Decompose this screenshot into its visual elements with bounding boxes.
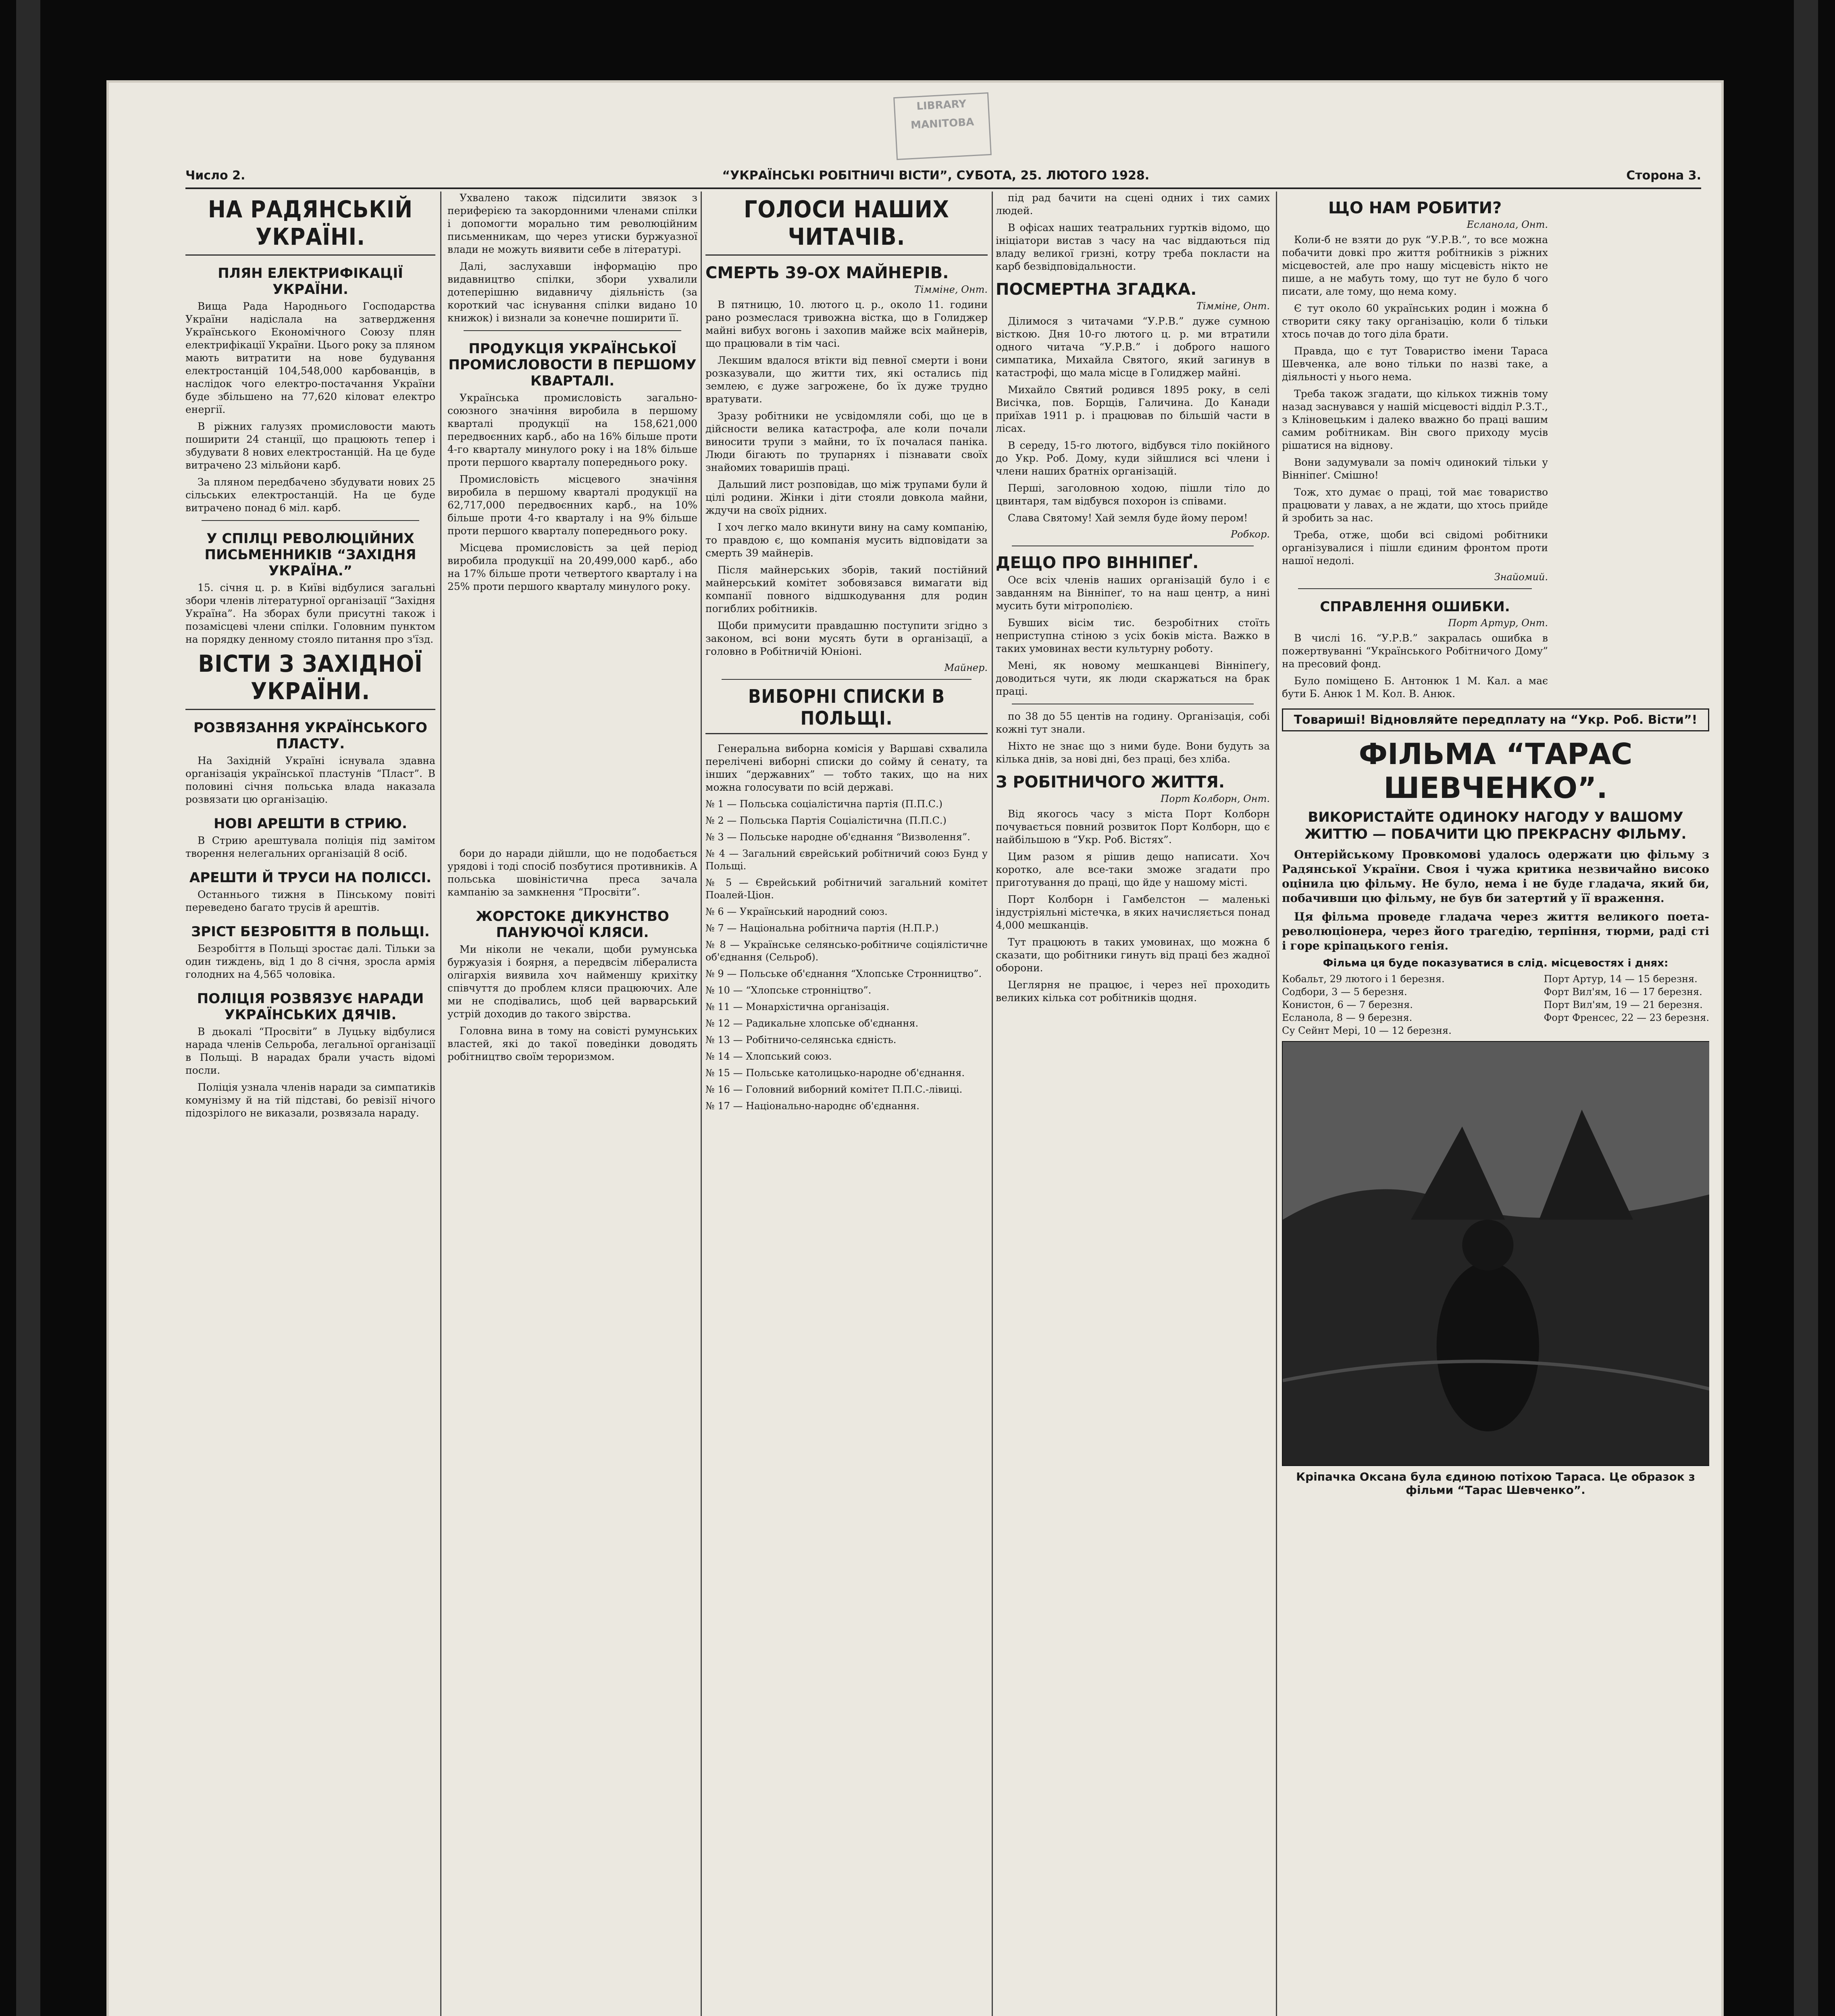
article-paragraph: Коли-б не взяти до рук “У.Р.В.”, то все можна побачити довкі про життя робітників з ріжних місцевостей, але про нашу місцевість нікто не пише, а не мабуть тому, що тут не було б чого писати, але тому, що нема кому.: [1282, 234, 1548, 297]
show-schedule-left: [1282, 973, 1452, 1037]
article-paragraph: В Стрию арештувала поліція під замітом творення нелегальних організацій 8 осіб.: [185, 835, 435, 859]
newspaper-page: [109, 83, 1721, 2016]
ballot-list-item: № 9 — Польське об'єднання “Хлопське Стронництво”.: [705, 968, 982, 979]
divider: [464, 330, 681, 331]
column-rule: [440, 192, 441, 2016]
film-edge-right: [1794, 0, 1818, 2016]
article-paragraph: Мені, як новому мешканцеві Вінніпеґу, доводиться чути, як люди скаржаться на брак праці.: [996, 660, 1270, 697]
article-paragraph: під рад бачити на сцені одних і тих самих людей.: [996, 192, 1270, 217]
article-title: НОВІ АРЕШТИ В СТРИЮ.: [214, 816, 407, 832]
article-paragraph: Тут працюють в таких умовинах, що можна б сказати, що робітники гинуть від праці без жадної оборони.: [996, 936, 1270, 974]
article-paragraph: Вища Рада Народнього Господарства України надіслала на затвердження Українського Економічного Союзу плян електрифікації України. Цього року за пляном мають витратити на нове будування електростанцій 104,548,000 карбованців, в наслідок чого електро-постачання України буде збільшено на 77,620 кіловат електро енергії.: [185, 300, 435, 415]
section-heading-soviet-ukraine: НА РАДЯНСЬКІЙ УКРАЇНІ.: [185, 196, 435, 256]
article-title: ЖОРСТОКЕ ДИКУНСТВО ПАНУЮЧОЇ КЛЯСИ.: [476, 908, 669, 941]
article-paragraph: Українська промисловість загально-союзного значіння виробила в першому кварталі продукції на 158,621,000 передвоєнних карб., або на 16% більше проти 4-го кварталу минулого року і на 18% більше проти першого кварталу попереднього року.: [447, 392, 697, 468]
article-paragraph: Щоби примусити правдашню поступити згідно з законом, всі вони мусять бути в організації, а головно в Робітничій Юніоні.: [705, 620, 988, 657]
article-paragraph: Михайло Святий родився 1895 року, в селі Висічка, пов. Борщів, Галичина. До Канади приїхав 1911 р. і працював по більшій части в лісах.: [996, 384, 1270, 434]
ballot-list-item: № 15 — Польське католицько-народне об'єднання.: [705, 1067, 965, 1079]
column-1: [185, 192, 435, 2016]
divider: [722, 679, 972, 680]
article-title: ВИБОРНІ СПИСКИ В ПОЛЬЩІ.: [705, 685, 988, 734]
article-title: ПОЛІЦІЯ РОЗВЯЗУЄ НАРАДИ УКРАЇНСЬКИХ ДЯЧІВ.: [197, 991, 424, 1023]
byline: Порт Артур, Онт.: [1448, 617, 1548, 629]
ballot-list-item: № 3 — Польське народне об'єднання “Визволення”.: [705, 831, 970, 843]
article-paragraph: Цим разом я рішив дещо написати. Хоч коротко, але все-таки зможе згадати про приготування до праці, що йде у нашому місті.: [996, 851, 1270, 888]
article-paragraph: Головна вина в тому на совісті румунських властей, які до такої поведінки доводять робітництво своїм тероризмом.: [447, 1025, 697, 1062]
article-paragraph: Далі, заслухавши інформацію про видавництво спілки, збори ухвалили дотеперішню видавничу діяльність (за короткий час існування спілки видано 10 книжок) і визнали за конечне поширити її.: [447, 260, 697, 324]
issue-number: Число 2.: [185, 168, 245, 183]
stamp-line-2: MANITOBA: [910, 116, 974, 132]
article-paragraph: В ріжних галузях промисловости мають поширити 24 станції, що працюють тепер і збудувати 8 нових електростанцій. На це буде витрачено 23 мільйони карб.: [185, 421, 435, 471]
column-rule: [701, 192, 702, 2016]
article-title: ДЕЩО ПРО ВІННІПЕҐ.: [996, 554, 1199, 572]
article-title: ЗРІСТ БЕЗРОБІТТЯ В ПОЛЬЩІ.: [191, 924, 430, 940]
film-ad-paragraph: Ця фільма проведе гладача через життя великого поета-революціонера, через його трагедію, терпіння, тюрми, раді сті і горе кріпацького генія.: [1282, 910, 1709, 952]
masthead: [185, 163, 1701, 189]
ballot-list-item: № 1 — Польська соціалістична партія (П.П.С.): [705, 798, 942, 810]
article-paragraph: Генеральна виборна комісія у Варшаві схвалила перелічені виборні списки до сойму й сенату, та інших “державних” — тобто таких, що на них можна голосувати по всій державі.: [705, 743, 988, 793]
column-rule: [992, 192, 993, 2016]
article-paragraph: Промисловість місцевого значіння виробила в першому кварталі продукції на 62,717,000 передвоєнних карб., на 10% більше проти 4-го кварталу і на 9% більше проти першого кварталу попереднього року.: [447, 473, 697, 537]
column-rule: [1276, 192, 1277, 2016]
article-paragraph: На Західній Україні існувала здавна організація української пластунів “Пласт”. В половині січня польська влада наказала розвязати цю організацію.: [185, 755, 435, 805]
article-title: РОЗВЯЗАННЯ УКРАЇНСЬКОГО ПЛАСТУ.: [193, 720, 427, 752]
shows-heading: Фільма ця буде показуватися в слід. місцевостях і днях:: [1323, 957, 1669, 969]
article-paragraph: Є тут около 60 українських родин і можна б створити сяку таку організацію, коли б тільки хтось почав до того діла брати.: [1282, 302, 1548, 340]
article-paragraph: І хоч легко мало вкинути вину на саму компанію, то правдою є, що компанія мусить відповідати за смерть 39 майнерів.: [705, 521, 988, 559]
article-paragraph: Лекшим вдалося втікти від певної смерти і вони розказували, що житти тих, які остались під землею, є дуже загрожене, бо їх дуже трудно вратувати.: [705, 354, 988, 405]
article-paragraph: Дальший лист розповідав, що між трупами були й цілі родини. Жінки і діти стояли довкола майни, ждучи на своїх рідних.: [705, 479, 988, 516]
article-title: У СПІЛЦІ РЕВОЛЮЦІЙНИХ ПИСЬМЕННИКІВ “ЗАХІДНЯ УКРАЇНА.”: [204, 531, 416, 579]
section-heading-western-ukraine: ВІСТИ З ЗАХІДНОЇ УКРАЇНИ.: [185, 650, 435, 710]
article-paragraph: Ділимося з читачами “У.Р.В.” дуже сумною вісткою. Дня 10-го лютого ц. р. ми втратили одного читача “У.Р.В.” і доброго нашого симпатика, Михайла Святого, який загинув в катастрофі, що мала місце в Голиджер майні.: [996, 315, 1270, 379]
show-date-entry: Порт Вил'ям, 19 — 21 березня.: [1544, 999, 1703, 1010]
show-date-entry: Порт Артур, 14 — 15 березня.: [1544, 973, 1698, 985]
right-text-block: [1282, 199, 1548, 700]
ballot-list-item: № 13 — Робітничо-селянська єдність.: [705, 1034, 897, 1045]
article-paragraph: Безробіття в Польщі зростає далі. Тільки за один тиждень, від 1 до 8 січня, зросла армія голодних на 4,565 чоловіка.: [185, 943, 435, 980]
article-paragraph: Треба, отже, щоби всі свідомі робітники організувалися і пішли єдиним фронтом проти нашої недолі.: [1282, 529, 1548, 566]
ballot-list-item: № 14 — Хлопський союз.: [705, 1051, 832, 1062]
film-still-photo: [1282, 1041, 1709, 1466]
library-stamp: [893, 92, 992, 160]
photo-caption: Кріпачка Оксана була єдиною потіхою Тараса. Це образок з фільми “Тарас Шевченко”.: [1296, 1470, 1695, 1497]
article-paragraph: Ніхто не знає що з ними буде. Вони будуть за кілька днів, за нові дні, без праці, без хліба.: [996, 740, 1270, 765]
ballot-list-item: № 8 — Українське селянсько-робітниче соціялістичне об'єднання (Сельроб).: [705, 939, 988, 963]
article-title: ПРОДУКЦІЯ УКРАЇНСЬКОЇ ПРОМИСЛОВОСТИ В ПЕРШОМУ КВАРТАЛІ.: [448, 341, 697, 389]
article-paragraph: В дьокалі “Просвіти” в Луцьку відбулися нарада членів Сельроба, легальної організації в Польщі. В нарадах брали участь відомі посли.: [185, 1026, 435, 1076]
page-number: Сторона 3.: [1626, 168, 1701, 183]
signoff: Майнер.: [944, 662, 988, 673]
article-paragraph: Зразу робітники не усвідомляли собі, що це в дійсности велика катастрофа, але коли почали виносити трупи з майни, то їх почалася паніка. Люди бігають по трупарнях і пізнавати своїх знайомих товаришів праці.: [705, 410, 988, 473]
divider: [1298, 588, 1532, 589]
article-paragraph: Вони задумували за поміч одинокий тільки у Вінніпеґ. Смішно!: [1282, 456, 1548, 481]
column-2: [447, 192, 697, 2016]
signoff: Робкор.: [1230, 529, 1270, 540]
byline: Порт Колборн, Онт.: [1161, 793, 1270, 804]
article-title: ПОСМЕРТНА ЗГАДКА.: [996, 280, 1197, 299]
ballot-list-item: № 5 — Єврейський робітничий загальний комітет Поалей-Ціон.: [705, 877, 988, 901]
article-paragraph: В числі 16. “У.Р.В.” закралась ошибка в пожертвуванні “Українського Робітничого Дому” на пресовий фонд.: [1282, 632, 1548, 670]
subscription-banner: Товариші! Відновляйте передплату на “Укр. Роб. Вісти”!: [1282, 708, 1709, 731]
show-date-entry: Кобальт, 29 лютого і 1 березня.: [1282, 973, 1445, 985]
section-heading-readers-voices: ГОЛОСИ НАШИХ ЧИТАЧІВ.: [705, 196, 988, 256]
ballot-list-item: № 10 — “Хлопське стронніцтво”.: [705, 985, 872, 996]
show-schedule-right: [1544, 973, 1709, 1037]
article-paragraph: Після майнерських зборів, такий постійний майнерський комітет зобовязався вимагати від компанії повного відшкодування для родин погиблих робітників.: [705, 564, 988, 614]
column-5: [1282, 192, 1709, 2016]
article-paragraph: Порт Колборн і Гамбелстон — маленькі індустріяльні містечка, в яких начисляється понад 4,000 мешканців.: [996, 893, 1270, 931]
show-date-entry: Конистон, 6 — 7 березня.: [1282, 999, 1413, 1010]
film-ad-subtitle: ВИКОРИСТАЙТЕ ОДИНОКУ НАГОДУ У ВАШОМУ ЖИТТЮ — ПОБАЧИТИ ЦЮ ПРЕКРАСНУ ФІЛЬМУ.: [1304, 809, 1687, 842]
article-paragraph: Місцева промисловість за цей період виробила продукції на 20,499,000 карб., або на 17% більше проти четвертого кварталу і на 25% проти першого кварталу минулого року.: [447, 542, 697, 592]
article-paragraph: Бувших вісім тис. безробітних стоїть неприступна стіною з усіх боків міста. Важко в таких умовинах вести культурну роботу.: [996, 617, 1270, 654]
spacer: [447, 597, 697, 847]
show-schedule: [1282, 973, 1709, 1037]
article-paragraph: Тож, хто думає о праці, той має товариство працювати у лавах, а не ждати, що хтось прийде й зробить за нас.: [1282, 486, 1548, 524]
show-date-entry: Содбори, 3 — 5 березня.: [1282, 986, 1407, 998]
article-paragraph: Останнього тижня в Пінському повіті переведено багато трусів й арештів.: [185, 889, 435, 913]
ballot-list-item: № 16 — Головний виборний комітет П.П.С.-лівиці.: [705, 1084, 963, 1095]
byline: Есланола, Онт.: [1467, 219, 1548, 230]
ballot-list-item: № 12 — Радикальне хлопське об'єднання.: [705, 1018, 919, 1029]
article-paragraph: Від якогось часу з міста Порт Колборн почувається повний розвиток Порт Колборн, що є найбільшою в “Укр. Роб. Вістях”.: [996, 808, 1270, 846]
ballot-list-item: № 4 — Загальний єврейський робітничий союз Бунд у Польщі.: [705, 848, 988, 872]
article-paragraph: Ухвалено також підсилити звязок з периферією та закордонними членами спілки і допомогти морально тим революційним письменникам, що через утиски буржуазної влади не можуть виявити себе в літературі.: [447, 192, 697, 255]
show-date-entry: Форт Френсес, 22 — 23 березня.: [1544, 1012, 1709, 1023]
ballot-list-item: № 6 — Український народний союз.: [705, 906, 888, 917]
stamp-line-1: LIBRARY: [916, 98, 967, 113]
article-paragraph: Цеглярня не працює, і через неї проходить великих кілька сот робітників щодня.: [996, 979, 1270, 1004]
ballot-list-item: № 7 — Національна робітнича партія (Н.П.Р.): [705, 923, 939, 934]
film-ad-paragraph: Онтерійському Провкомові удалось одержати цю фільму з Радянської України. Своя і чужа критика незвичайно високо оцінила цю фільму. Не було, нема і не буде гладача, який би, побачивши цю фільму, не був би затертий у її враження.: [1282, 848, 1709, 905]
article-paragraph: Ми ніколи не чекали, щоби румунська буржуазія і боярня, а передвсім лібералиста олігархія виявила хоч найменшу крихітку співчуття до проблем кляси працюючих. Але ми не сподівались, щоб цей варварський устрій доходив до такого звірства.: [447, 943, 697, 1020]
byline: Тімміне, Онт.: [1196, 300, 1270, 312]
article-paragraph: Осе всіх членів наших організацій було і є завданням на Вінніпеґ, то на наш центр, а нині мусить бути мітрополією.: [996, 574, 1270, 612]
article-paragraph: В пятницю, 10. лютого ц. р., около 11. години рано розмеслася тривожна вістка, що в Голиджер майні вибух вогонь і захопив майже всіх майнерів, що працювали в тім часі.: [705, 299, 988, 349]
byline: Тімміне, Онт.: [914, 284, 988, 295]
article-paragraph: За пляном передбачено збудувати нових 25 сільських електростанцій. На це буде витрачено понад 6 міл. карб.: [185, 476, 435, 514]
article-paragraph: В середу, 15-го лютого, відбувся тіло покійного до Укр. Роб. Дому, куди зійшлися всі члени і члени наших братніх організацій.: [996, 439, 1270, 477]
paper-title-date: “УКРАЇНСЬКІ РОБІТНИЧІ ВІСТИ”, СУБОТА, 25. ЛЮТОГО 1928.: [722, 168, 1150, 183]
column-4: [996, 192, 1270, 2016]
article-title: З РОБІТНИЧОГО ЖИТТЯ.: [996, 773, 1225, 791]
ballot-list-item: № 11 — Монархістична організація.: [705, 1001, 890, 1012]
article-title: СПРАВЛЕННЯ ОШИБКИ.: [1320, 599, 1510, 615]
signoff: Знайомий.: [1494, 571, 1548, 583]
article-title: СМЕРТЬ 39-ОХ МАЙНЕРІВ.: [705, 264, 949, 282]
article-paragraph: Правда, що є тут Товариство імени Тараса Шевченка, але воно тільки по назві таке, а діяльності у нього нема.: [1282, 345, 1548, 383]
article-paragraph: Поліція узнала членів наради за симпатиків комунізму й на тій підставі, бо ревізії нічого підозрілого не виказали, розвязала нараду.: [185, 1081, 435, 1119]
film-edge-left: [16, 0, 40, 2016]
show-date-entry: Су Сейнт Мері, 10 — 12 березня.: [1282, 1025, 1452, 1036]
ballot-list-item: № 17 — Національно-народнє об'єднання.: [705, 1100, 920, 1112]
ballot-list: [705, 798, 988, 1112]
show-date-entry: Форт Вил'ям, 16 — 17 березня.: [1544, 986, 1702, 998]
article-paragraph: по 38 до 55 центів на годину. Організація, собі кожні тут знали.: [996, 710, 1270, 735]
article-paragraph: Треба також згадати, що кількох тижнів тому назад заснувався у нашій місцевості відділ Р.З.Т., з Кліновецьким і далеко вважно бо праці вашим самим робітникам. Він свого приходу мусів рішатися на віднову.: [1282, 388, 1548, 451]
divider: [202, 520, 419, 521]
article-paragraph: Слава Святому! Хай земля буде йому пером!: [1008, 512, 1248, 524]
article-title: ПЛЯН ЕЛЕКТРИФІКАЦІЇ УКРАЇНИ.: [218, 265, 403, 298]
ballot-list-item: № 2 — Польська Партія Соціалістична (П.П.С.): [705, 815, 947, 826]
film-ad-title: ФІЛЬМА “ТАРАС ШЕВЧЕНКО”.: [1359, 737, 1633, 805]
article-paragraph: бори до наради дійшли, що не подобається урядові і тоді спосіб позбутися противників. А польська шовіністична преса зачала кампанію за замкнення “Просвіти”.: [447, 848, 697, 898]
film-still-image: [1283, 1042, 1709, 1465]
article-paragraph: 15. січня ц. р. в Київі відбулися загальні збори членів літературної організації “Західня Україна”. На зборах були присутні також і позамісцеві члени спілки. Головним пунктом на порядку денному стояло питання про з'їзд.: [185, 582, 435, 645]
article-title: ЩО НАМ РОБИТИ?: [1328, 199, 1502, 217]
column-3: [705, 192, 988, 2016]
article-paragraph: Було поміщено Б. Антонюк 1 М. Кал. а має бути Б. Анюк 1 М. Кол. В. Анюк.: [1282, 675, 1548, 700]
show-date-entry: Есланола, 8 — 9 березня.: [1282, 1012, 1413, 1023]
article-title: АРЕШТИ Й ТРУСИ НА ПОЛІССІ.: [189, 870, 432, 886]
article-paragraph: Перші, заголовною ходою, пішли тіло до цвинтаря, там відбувся похорон із співами.: [996, 482, 1270, 507]
article-paragraph: В офісах наших театральних гуртків відомо, що ініціатори вистав з часу на час віддаються під владу великої гризні, котру треба покласти на карб безвідповідальности.: [996, 222, 1270, 272]
